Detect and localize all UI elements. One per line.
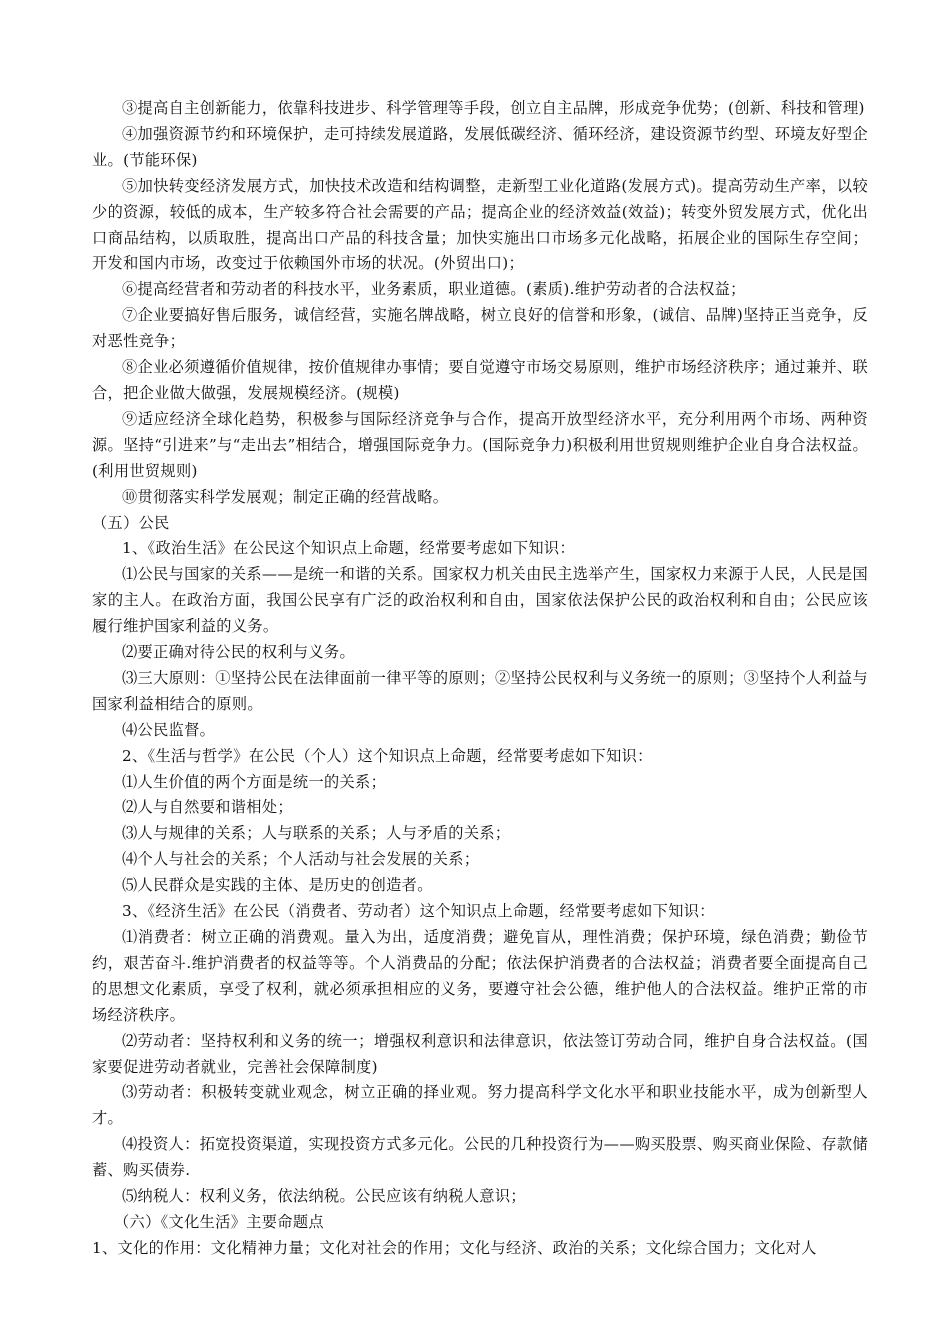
paragraph: ⑷个人与社会的关系；个人活动与社会发展的关系； — [122, 850, 480, 869]
paragraph: 1、《政治生活》在公民这个知识点上命题，经常要考虑如下知识： — [122, 539, 575, 558]
section-heading: （五）公民 — [92, 513, 170, 532]
paragraph: ⑴消费者：树立正确的消费观。量入为出，适度消费；避免盲从，理性消费；保护环境，绿色消费；勤俭节约，艰苦奋斗.维护消费者的权益等等。个人消费品的分配；依法保护消费者的合法权益；消费者要全面提高自己的思想文化素质，享受了权利，就必须承担相应的义务，要遵守社会公德，维护他人的合法权益。维护正常的市场经济秩序。 — [92, 928, 868, 1024]
section-heading: （六）《文化生活》主要命题点 — [114, 1212, 324, 1231]
document-body — [92, 96, 868, 1262]
paragraph: 3、《经济生活》在公民（消费者、劳动者）这个知识点上命题，经常要考虑如下知识： — [122, 902, 715, 921]
paragraph: ⑤加快转变经济发展方式，加快技术改造和结构调整，走新型工业化道路(发展方式)。提高劳动生产率，以较少的资源，较低的成本，生产较多符合社会需要的产品；提高企业的经济效益(效益)；转变外贸发展方式，优化出口商品结构，以质取胜，提高出口产品的科技含量；加快实施出口市场多元化战略，拓展企业的国际生存空间；开发和国内市场，改变过于依赖国外市场的状况。(外贸出口)； — [92, 176, 868, 273]
paragraph: ⑥提高经营者和劳动者的科技水平，业务素质，职业道德。(素质).维护劳动者的合法权益； — [122, 280, 746, 299]
paragraph: ⑸人民群众是实践的主体、是历史的创造者。 — [122, 876, 433, 895]
paragraph: ⑸纳税人：权利义务，依法纳税。公民应该有纳税人意识； — [122, 1187, 526, 1206]
paragraph: ⑴公民与国家的关系——是统一和谐的关系。国家权力机关由民主选举产生，国家权力来源于人民，人民是国家的主人。在政治方面，我国公民享有广泛的政治权利和自由，国家依法保护公民的政治权利和自由；公民应该履行维护国家利益的义务。 — [92, 565, 868, 636]
paragraph: ⑨适应经济全球化趋势，积极参与国际经济竞争与合作，提高开放型经济水平，充分利用两个市场、两种资源。坚持“引进来”与“走出去”相结合，增强国际竞争力。(国际竞争力)积极利用世贸规则维护企业自身合法权益。(利用世贸规则) — [92, 409, 868, 480]
paragraph: ③提高自主创新能力，依靠科技进步、科学管理等手段，创立自主品牌，形成竞争优势；(创新、科技和管理) — [122, 99, 865, 117]
paragraph: ⑶人与规律的关系；人与联系的关系；人与矛盾的关系； — [122, 824, 511, 843]
paragraph: ⑧企业必须遵循价值规律，按价值规律办事情；要自觉遵守市场交易原则，维护市场经济秩序；通过兼并、联合，把企业做大做强，发展规模经济。(规模) — [92, 358, 868, 402]
paragraph: ⑷投资人：拓宽投资渠道，实现投资方式多元化。公民的几种投资行为——购买股票、购买商业保险、存款储蓄、购买债券. — [92, 1135, 868, 1180]
paragraph: ⑷公民监督。 — [122, 720, 216, 739]
paragraph: ⑵要正确对待公民的权利与义务。 — [122, 643, 356, 662]
paragraph: ⑩贯彻落实科学发展观；制定正确的经营战略。 — [122, 487, 449, 506]
paragraph: 2、《生活与哲学》在公民（个人）这个知识点上命题，经常要考虑如下知识： — [122, 746, 653, 765]
paragraph: 1、文化的作用：文化精神力量；文化对社会的作用；文化与经济、政治的关系；文化综合国力；文化对人 — [92, 1238, 817, 1257]
paragraph: ⑴人生价值的两个方面是统一的关系； — [122, 772, 387, 791]
paragraph: ⑵人与自然要和谐相处； — [122, 798, 293, 817]
paragraph: ⑶三大原则：①坚持公民在法律面前一律平等的原则；②坚持公民权利与义务统一的原则；③坚持个人利益与国家利益相结合的原则。 — [92, 668, 868, 713]
paragraph: ⑦企业要搞好售后服务，诚信经营，实施名牌战略，树立良好的信誉和形象，(诚信、品牌)坚持正当竞争，反对恶性竞争； — [92, 306, 868, 351]
paragraph: ⑵劳动者：坚持权利和义务的统一；增强权利意识和法律意识，依法签订劳动合同，维护自身合法权益。(国家要促进劳动者就业，完善社会保障制度) — [92, 1031, 868, 1076]
paragraph: ⑶劳动者：积极转变就业观念，树立正确的择业观。努力提高科学文化水平和职业技能水平，成为创新型人才。 — [92, 1083, 868, 1128]
paragraph: ④加强资源节约和环境保护，走可持续发展道路，发展低碳经济、循环经济，建设资源节约型、环境友好型企业。(节能环保) — [92, 124, 868, 169]
